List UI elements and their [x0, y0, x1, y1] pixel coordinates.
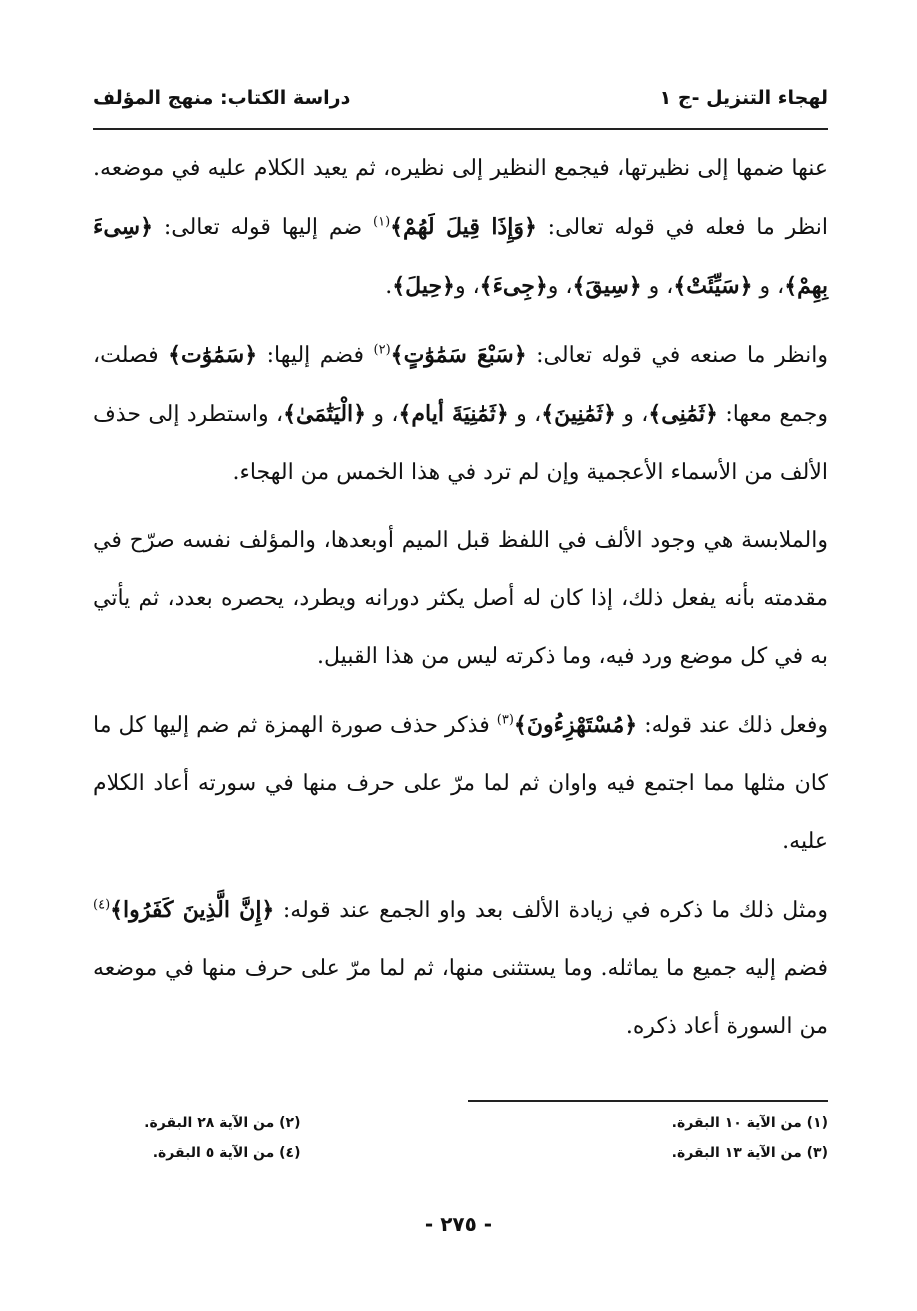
running-header [93, 78, 828, 118]
text: ، و [752, 274, 785, 299]
paragraph-1 [93, 140, 828, 316]
quran-quote: ﴿ثَمَٰنِى﴾ [648, 401, 718, 427]
text: ، و [641, 274, 674, 299]
text: ، و [547, 274, 573, 299]
text: ومثل ذلك ما ذكره في زيادة الألف بعد واو الجمع عند قوله: [274, 898, 828, 923]
quran-quote: ﴿ثَمَٰنِينَ﴾ [541, 401, 616, 427]
text: ، واستطرد إلى حذف الألف من الأسماء الأعجمية وإن لم ترد في هذا الخمس من الهجاء. [93, 402, 828, 485]
quran-quote: ﴿سَيِّئَتْ﴾ [673, 273, 753, 299]
paragraph-4 [93, 696, 828, 871]
text: وانظر ما صنعه في قوله تعالى: [526, 343, 828, 368]
footnote-4: (٤) من الآية ٥ البقرة. [152, 1145, 301, 1161]
paragraph-2 [93, 326, 828, 502]
header-section-title: دراسة الكتاب: منهج المؤلف [93, 87, 351, 109]
text: والملابسة هي وجود الألف في اللفظ قبل الميم أوبعدها، والمؤلف نفسه صرّح في مقدمته بأنه يفعل ذلك، إذا كان له أصل يكثر دورانه ويطرد، يحصره بعدد، ثم يأتي به في كل موضع ورد فيه، وما ذكرته ليس من هذا القبيل. [93, 528, 828, 669]
footnote-3: (٣) من الآية ١٣ البقرة. [671, 1145, 828, 1161]
footnote-ref: (٢) [373, 342, 391, 358]
text: . [385, 274, 393, 299]
quran-quote: ﴿ثَمَٰنِيَةَ أيام﴾ [398, 401, 509, 427]
footnote-divider [468, 1100, 828, 1102]
text: وفعل ذلك عند قوله: [637, 713, 828, 738]
paragraph-5 [93, 881, 828, 1056]
quran-quote: ﴿سَمَٰوَٰت﴾ [168, 342, 258, 368]
footnote-ref: (١) [373, 214, 391, 230]
text: فضم إليها: [257, 343, 374, 368]
quran-quote: ﴿مُسْتَهْزِءُونَ﴾ [513, 712, 638, 738]
quran-quote: ﴿سِىءَ بِهِمْ﴾ [93, 214, 828, 299]
text: ، و [366, 402, 399, 427]
quran-quote: ﴿جِىءَ﴾ [479, 273, 548, 299]
footnote-ref: (٣) [496, 712, 514, 728]
header-divider [93, 128, 828, 130]
text: عنها ضمها إلى نظيرتها، فيجمع النظير إلى نظيره، ثم يعيد الكلام عليه في موضعه. انظر ما فعله في قوله تعالى: [93, 156, 829, 240]
text: ، و [508, 402, 542, 427]
text: ضم إليها قوله تعالى: [153, 215, 374, 240]
text: ، و [454, 274, 480, 299]
quran-quote: ﴿إِنَّ الَّذِينَ كَفَرُوا﴾ [110, 897, 275, 923]
quran-quote: ﴿الْيَتَٰمَىٰ﴾ [283, 401, 367, 427]
quran-quote: ﴿وَإِذَا قِيلَ لَهُمْ﴾ [390, 214, 537, 240]
footnote-2: (٢) من الآية ٢٨ البقرة. [144, 1115, 301, 1131]
footnotes [93, 1112, 828, 1164]
header-book-title: لهجاء التنزيل -ج ١ [659, 87, 828, 109]
quran-quote: ﴿سَبْعَ سَمَٰوَٰتٍ﴾ [390, 342, 527, 368]
footnote-1: (١) من الآية ١٠ البقرة. [671, 1115, 828, 1131]
footnote-ref: (٤) [93, 897, 111, 913]
text: فذكر حذف صورة الهمزة ثم ضم إليها كل ما كان مثلها مما اجتمع فيه واوان ثم لما مرّ على حرف منها في سورته أعاد الكلام عليه. [93, 713, 828, 854]
paragraph-3 [93, 512, 828, 686]
text: ، و [615, 402, 649, 427]
quran-quote: ﴿سِيقَ﴾ [572, 273, 642, 299]
text: فضم إليه جميع ما يماثله. وما يستثنى منها، ثم لما مرّ على حرف منها في موضعه من السورة أعاد ذكره. [93, 956, 828, 1039]
page-number: - ٢٧٥ - [424, 1212, 493, 1236]
quran-quote: ﴿حِيلَ﴾ [392, 273, 455, 299]
main-text [93, 140, 828, 1066]
text: فصلت، وجمع معها: [93, 343, 828, 427]
